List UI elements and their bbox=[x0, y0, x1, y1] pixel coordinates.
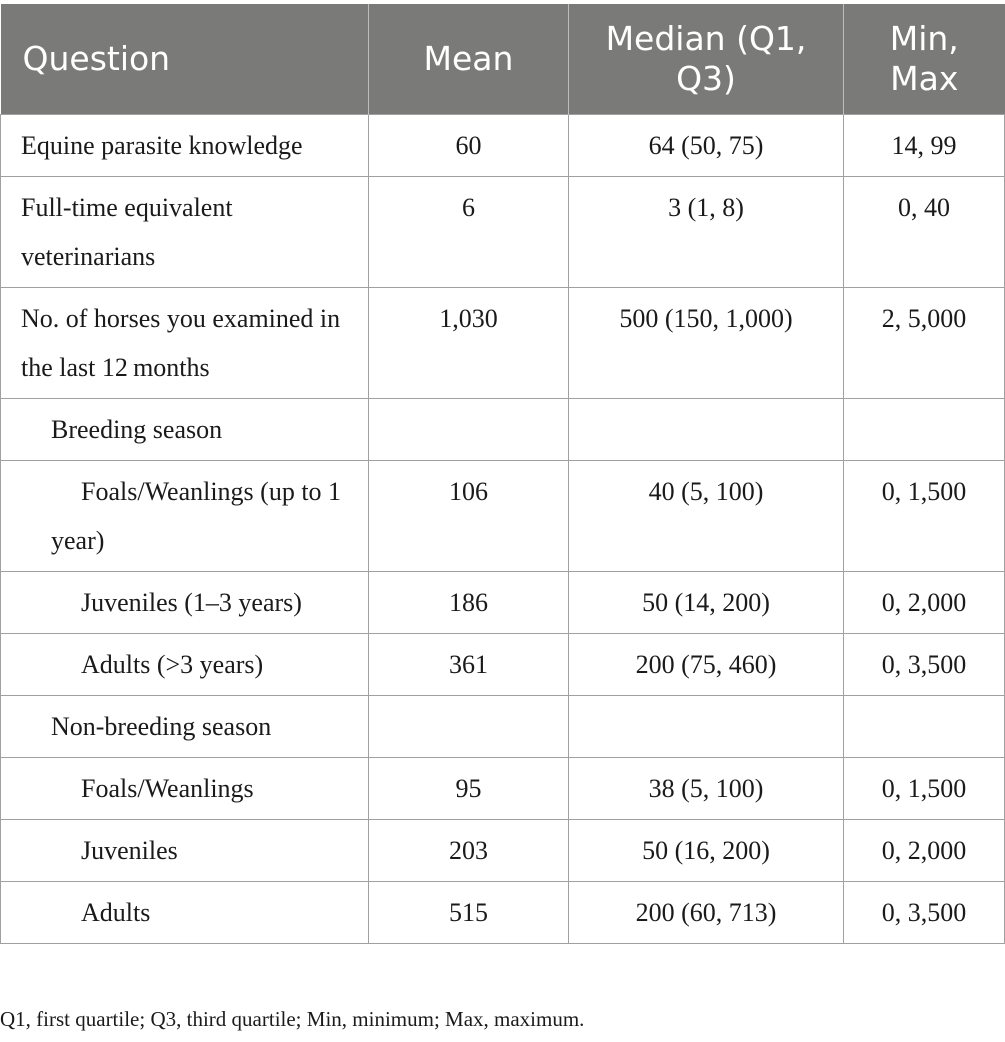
row-minmax: 0, 1,500 bbox=[844, 461, 1005, 572]
table-row bbox=[1, 288, 1005, 399]
table-row bbox=[1, 696, 1005, 758]
row-median: 64 (50, 75) bbox=[569, 115, 844, 177]
table-body bbox=[1, 115, 1005, 944]
row-mean: 95 bbox=[369, 758, 569, 820]
row-minmax: 0, 3,500 bbox=[844, 882, 1005, 944]
row-question: Adults bbox=[1, 882, 369, 944]
table-row bbox=[1, 634, 1005, 696]
row-minmax: 2, 5,000 bbox=[844, 288, 1005, 399]
table-row bbox=[1, 399, 1005, 461]
row-minmax: 0, 1,500 bbox=[844, 758, 1005, 820]
row-median: 500 (150, 1,000) bbox=[569, 288, 844, 399]
row-question: No. of horses you examined in the last 12 months bbox=[1, 288, 369, 399]
row-median bbox=[569, 696, 844, 758]
row-mean: 361 bbox=[369, 634, 569, 696]
table-row bbox=[1, 115, 1005, 177]
row-question: Foals/Weanlings (up to 1 year) bbox=[1, 461, 369, 572]
header-minmax: Min, Max bbox=[844, 4, 1005, 115]
header-mean: Mean bbox=[369, 4, 569, 115]
table-row bbox=[1, 572, 1005, 634]
row-minmax: 14, 99 bbox=[844, 115, 1005, 177]
row-minmax: 0, 2,000 bbox=[844, 820, 1005, 882]
row-question: Full-time equivalent veterinarians bbox=[1, 177, 369, 288]
table-row bbox=[1, 820, 1005, 882]
row-median: 50 (14, 200) bbox=[569, 572, 844, 634]
row-mean: 106 bbox=[369, 461, 569, 572]
row-minmax: 0, 2,000 bbox=[844, 572, 1005, 634]
row-mean bbox=[369, 696, 569, 758]
row-median: 40 (5, 100) bbox=[569, 461, 844, 572]
table-row bbox=[1, 882, 1005, 944]
row-question: Adults (>3 years) bbox=[1, 634, 369, 696]
row-question: Juveniles (1–3 years) bbox=[1, 572, 369, 634]
row-median: 200 (60, 713) bbox=[569, 882, 844, 944]
row-minmax: 0, 40 bbox=[844, 177, 1005, 288]
row-question: Non-breeding season bbox=[1, 696, 369, 758]
table-header bbox=[1, 4, 1005, 115]
row-mean: 515 bbox=[369, 882, 569, 944]
row-median: 200 (75, 460) bbox=[569, 634, 844, 696]
row-mean: 60 bbox=[369, 115, 569, 177]
row-question: Foals/Weanlings bbox=[1, 758, 369, 820]
statistics-table bbox=[0, 4, 1005, 944]
row-minmax bbox=[844, 696, 1005, 758]
row-question: Equine parasite knowledge bbox=[1, 115, 369, 177]
row-mean: 203 bbox=[369, 820, 569, 882]
table-row bbox=[1, 461, 1005, 572]
header-median: Median (Q1, Q3) bbox=[569, 4, 844, 115]
header-question: Question bbox=[1, 4, 369, 115]
row-median: 3 (1, 8) bbox=[569, 177, 844, 288]
row-question: Juveniles bbox=[1, 820, 369, 882]
row-median: 50 (16, 200) bbox=[569, 820, 844, 882]
row-question: Breeding season bbox=[1, 399, 369, 461]
header-row bbox=[1, 4, 1005, 115]
table-row bbox=[1, 758, 1005, 820]
table-row bbox=[1, 177, 1005, 288]
row-minmax: 0, 3,500 bbox=[844, 634, 1005, 696]
row-median: 38 (5, 100) bbox=[569, 758, 844, 820]
row-mean bbox=[369, 399, 569, 461]
row-mean: 6 bbox=[369, 177, 569, 288]
row-median bbox=[569, 399, 844, 461]
row-mean: 186 bbox=[369, 572, 569, 634]
row-minmax bbox=[844, 399, 1005, 461]
table-footnote: Q1, first quartile; Q3, third quartile; Min, minimum; Max, maximum. bbox=[0, 1007, 585, 1031]
row-mean: 1,030 bbox=[369, 288, 569, 399]
